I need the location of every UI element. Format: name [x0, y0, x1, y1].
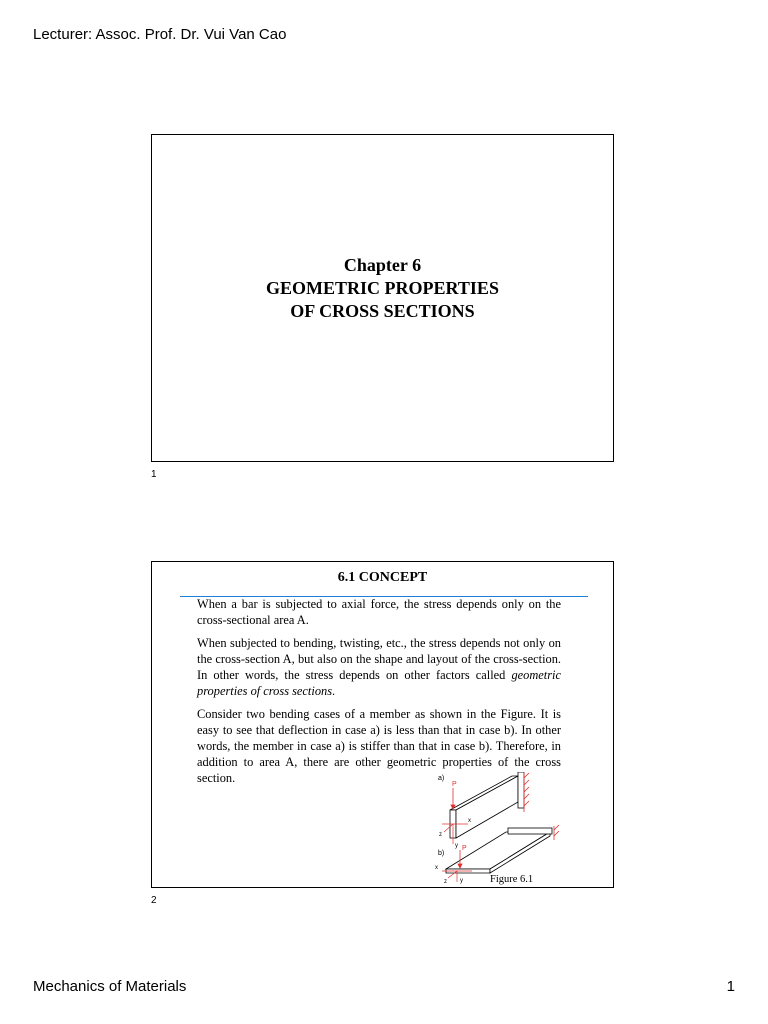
load-a: [451, 788, 455, 809]
svg-text:z: z: [439, 832, 442, 838]
load-b: [458, 850, 462, 868]
slide-1: [151, 134, 614, 462]
svg-text:x: x: [435, 865, 438, 871]
italic-term: geometric properties of cross sections: [197, 668, 561, 698]
support-b-hatch: [554, 825, 559, 840]
load-label-a: P: [452, 781, 457, 788]
support-a-hatch: [524, 772, 529, 812]
section-body: [197, 596, 561, 793]
figure-label-b: b): [438, 850, 445, 857]
load-label-b: P: [462, 845, 467, 852]
chapter-title: [152, 254, 613, 323]
chapter-title-line-1: GEOMETRIC PROPERTIES: [266, 278, 499, 298]
figure-label-a: a): [438, 775, 445, 782]
chapter-title-line-2: OF CROSS SECTIONS: [290, 301, 475, 321]
page-number: 1: [726, 978, 735, 995]
chapter-number: Chapter 6: [343, 255, 422, 275]
figure-caption: Figure 6.1: [490, 874, 534, 885]
bending-figure: [432, 772, 582, 884]
svg-text:x: x: [468, 818, 471, 824]
slide-number-1: 1: [151, 469, 157, 480]
svg-text:y: y: [455, 843, 458, 849]
slide-2: [151, 561, 614, 888]
svg-text:y: y: [460, 878, 463, 884]
paragraph-1: When a bar is subjected to axial force, the stress depends only on the cross-sectional area A.: [197, 597, 561, 627]
slide-number-2: 2: [151, 895, 157, 906]
paragraph-3: Consider two bending cases of a member as shown in the Figure. It is easy to see that deflection in case a) is less than that in case b). In other words, the member in case a) is stiffer than that in case b). Therefore, in addition to area A, there are other geometric properties of the cross section.: [197, 707, 561, 785]
lecturer-header: Lecturer: Assoc. Prof. Dr. Vui Van Cao: [33, 26, 287, 43]
svg-text:z: z: [444, 879, 447, 884]
paragraph-2: When subjected to bending, twisting, etc., the stress depends not only on the cross-section A, but also on the shape and layout of the cross-section. In other words, the stress depends on other factors called geometric properties of cross sections.: [197, 636, 561, 698]
course-footer: Mechanics of Materials: [33, 978, 187, 995]
section-heading: 6.1 CONCEPT: [337, 570, 428, 585]
